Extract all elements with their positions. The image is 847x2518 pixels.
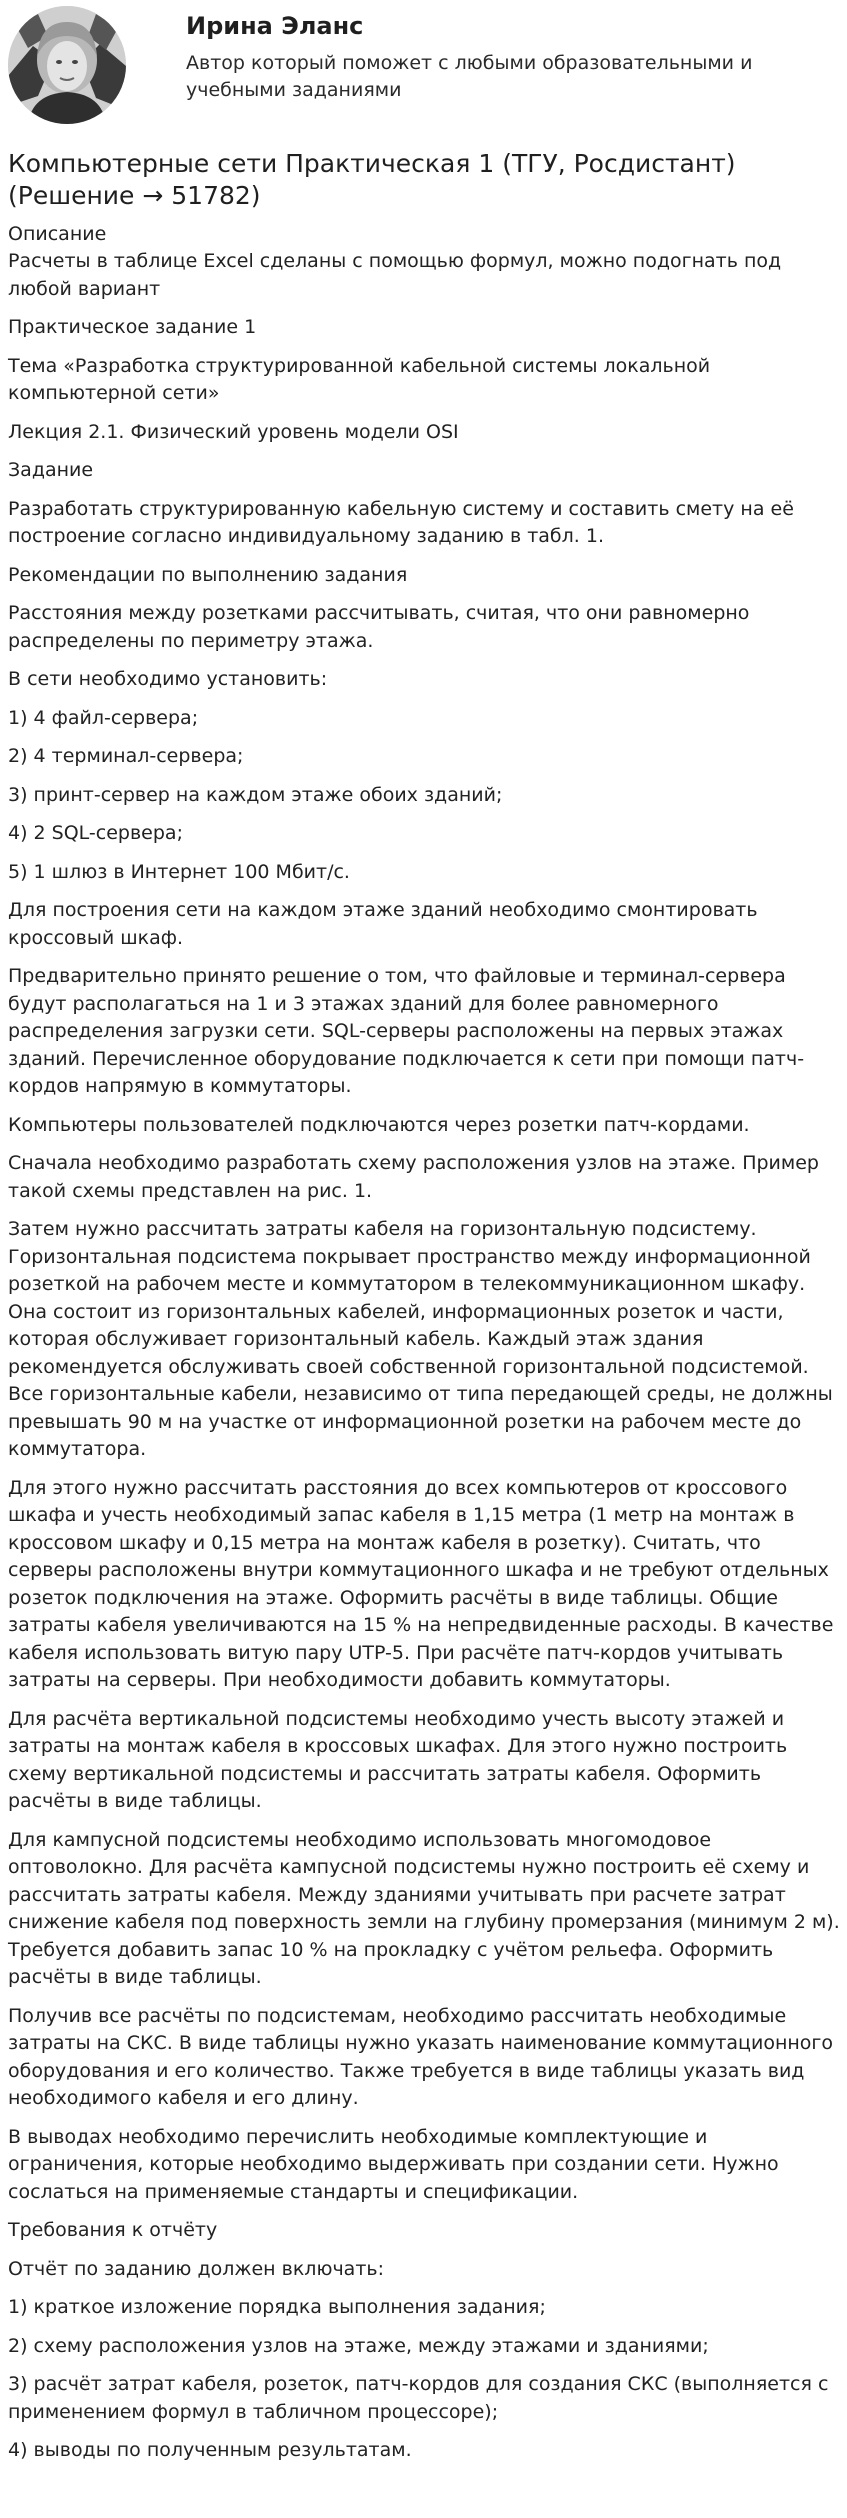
description-paragraph: 3) расчёт затрат кабеля, розеток, патч-кордов для создания СКС (выполняется с применением формул в табличном процессоре);	[8, 2373, 829, 2423]
avatar-photo	[8, 6, 126, 124]
description-paragraph: Сначала необходимо разработать схему расположения узлов на этаже. Пример такой схемы представлен на рис. 1.	[8, 1152, 819, 1202]
description-paragraph: 2) 4 терминал-сервера;	[8, 745, 244, 767]
description-paragraph: Затем нужно рассчитать затраты кабеля на горизонтальную подсистему. Горизонтальная подсистема покрывает пространство между информационной розеткой на рабочем месте и коммутатором в телекоммуникационном шкафу. Она состоит из горизонтальных кабелей, информационных розеток и части, которая обслуживает горизонтальный кабель. Каждый этаж здания рекомендуется обслуживать своей собственной горизонтальной подсистемой. Все горизонтальные кабели, независимо от типа передающей среды, не должны превышать 90 м на участке от информационной розетки на рабочем месте до коммутатора.	[8, 1218, 833, 1460]
description-paragraph: Лекция 2.1. Физический уровень модели OSI	[8, 420, 459, 443]
work-title: Компьютерные сети Практическая 1 (ТГУ, Росдистант) (Решение → 51782)	[8, 149, 736, 210]
description-paragraph: Практическое задание 1	[8, 316, 257, 338]
description-paragraph: Требования к отчёту	[8, 2219, 218, 2241]
description-paragraph: Для этого нужно рассчитать расстояния до всех компьютеров от кроссового шкафа и учесть необходимый запас кабеля в 1,15 метра (1 метр на монтаж в кроссовом шкафу и 0,15 метра на монтаж кабеля в розетку). Считать, что серверы расположены внутри коммутационного шкафа и не требуют отдельных розеток подключения на этаже. Оформить расчёты в виде таблицы. Общие затраты кабеля увеличиваются на 15 % на непредвиденные расходы. В качестве кабеля использовать витую пару UTP-5. При расчёте патч-кордов учитывать затраты на серверы. При необходимости добавить коммутаторы.	[8, 1476, 834, 1691]
description-paragraph: Компьютеры пользователей подключаются через розетки патч-кордами.	[8, 1113, 750, 1136]
description-paragraph: 5) 1 шлюз в Интернет 100 Мбит/с.	[8, 860, 350, 883]
description-paragraph: Для построения сети на каждом этаже зданий необходимо смонтировать кроссовый шкаф.	[8, 899, 758, 949]
description-paragraph: Отчёт по заданию должен включать:	[8, 2257, 384, 2280]
author-description: Автор который поможет с любыми образовательными и учебными заданиями	[186, 52, 753, 101]
description-paragraph: 4) 2 SQL-сервера;	[8, 822, 183, 844]
description-paragraph: Задание	[8, 459, 94, 481]
description-body	[8, 248, 840, 2465]
description-paragraph: 2) схему расположения узлов на этаже, между этажами и зданиями;	[8, 2334, 709, 2357]
work-content	[8, 148, 840, 2476]
description-paragraph: Расчеты в таблице Excel сделаны с помощью формул, можно подогнать под любой вариант	[8, 250, 782, 300]
description-paragraph: Расстояния между розетками рассчитывать, считая, что они равномерно распределены по периметру этажа.	[8, 602, 750, 652]
description-paragraph: В выводах необходимо перечислить необходимые комплектующие и ограничения, которые необходимо выдерживать при создании сети. Нужно сослаться на применяемые стандарты и спецификации.	[8, 2125, 779, 2203]
author-header	[0, 0, 847, 140]
description-paragraph: Получив все расчёты по подсистемам, необходимо рассчитать необходимые затраты на СКС. В виде таблицы нужно указать наименование коммутационного оборудования и его количество. Также требуется в виде таблицы указать вид необходимого кабеля и его длину.	[8, 2004, 834, 2109]
description-paragraph: 4) выводы по полученным результатам.	[8, 2439, 412, 2461]
author-name[interactable]: Ирина Эланс	[186, 12, 364, 40]
description-paragraph: Для кампусной подсистемы необходимо использовать многомодовое оптоволокно. Для расчёта кампусной подсистемы нужно построить её схему и рассчитать затраты кабеля. Между зданиями учитывать при расчете затрат снижение кабеля под поверхность земли на глубину промерзания (минимум 2 м). Требуется добавить запас 10 % на прокладку с учётом рельефа. Оформить расчёты в виде таблицы.	[8, 1828, 840, 1988]
description-paragraph: 1) краткое изложение порядка выполнения задания;	[8, 2296, 546, 2318]
description-paragraph: Разработать структурированную кабельную систему и составить смету на её построение согласно индивидуальному заданию в табл. 1.	[8, 497, 794, 547]
description-paragraph: В сети необходимо установить:	[8, 668, 328, 690]
description-paragraph: Предварительно принято решение о том, что файловые и терминал-сервера будут располагаться на 1 и 3 этажах зданий для более равномерного распределения загрузки сети. SQL-серверы расположены на первых этажах зданий. Перечисленное оборудование подключается к сети при помощи патч-кордов напрямую в коммутаторы.	[8, 965, 805, 1097]
description-paragraph: Рекомендации по выполнению задания	[8, 563, 408, 586]
author-avatar[interactable]	[8, 6, 126, 124]
description-paragraph: Для расчёта вертикальной подсистемы необходимо учесть высоту этажей и затраты на монтаж кабеля в кроссовых шкафах. Для этого нужно построить схему вертикальной подсистемы и рассчитать затраты кабеля. Оформить расчёты в виде таблицы.	[8, 1707, 788, 1812]
description-paragraph: 3) принт-сервер на каждом этаже обоих зданий;	[8, 783, 503, 806]
description-label: Описание	[8, 223, 107, 245]
description-paragraph: 1) 4 файл-сервера;	[8, 706, 199, 729]
description-paragraph: Тема «Разработка структурированной кабельной системы локальной компьютерной сети»	[8, 354, 711, 404]
